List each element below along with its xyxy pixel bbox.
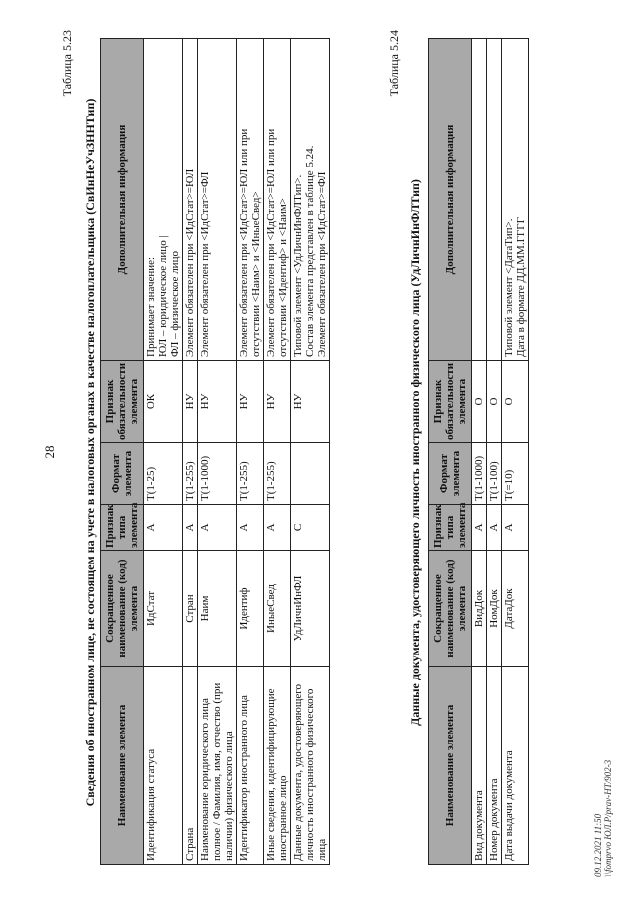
element-type-cell: A xyxy=(183,505,198,551)
element-required-cell: О xyxy=(487,361,502,443)
element-format-cell: T(1-1000) xyxy=(472,443,487,505)
element-info-cell xyxy=(264,39,291,361)
header-cell: Признак типа элемента xyxy=(429,505,472,551)
info-line: Элемент обязателен при <ИдСтат>=ЮЛ xyxy=(184,168,196,357)
element-info-cell xyxy=(183,39,198,361)
element-info-cell xyxy=(472,39,487,361)
table-row xyxy=(198,39,237,865)
footer-timestamp: 09.12.2021 11:50 xyxy=(593,813,603,877)
element-type-cell: С xyxy=(291,505,330,551)
element-format-cell: T(1-255) xyxy=(237,443,264,505)
element-name-cell: Вид документа xyxy=(472,667,487,865)
element-format-cell: T(=10) xyxy=(502,443,529,505)
element-code-cell: ИныеСвед xyxy=(264,551,291,667)
element-type-cell: A xyxy=(502,505,529,551)
header-cell: Дополнительная информация xyxy=(101,39,144,361)
element-required-cell: НУ xyxy=(264,361,291,443)
table1-header-row xyxy=(101,39,144,865)
table-row xyxy=(183,39,198,865)
element-type-cell: A xyxy=(198,505,237,551)
header-cell: Признак обязательности элемента xyxy=(101,361,144,443)
element-name-cell: Иные сведения, идентифицирующие иностранное лицо xyxy=(264,667,291,865)
info-line: Элемент обязателен при <ИдСтат>=ФЛ xyxy=(199,171,211,357)
info-line: Типовой элемент <ДатаТип>. xyxy=(503,218,515,357)
info-line: Дата в формате ДД.ММ.ГГГГ xyxy=(515,216,527,357)
element-info-cell xyxy=(237,39,264,361)
element-required-cell: НУ xyxy=(198,361,237,443)
table2-header-row xyxy=(429,39,472,865)
element-type-cell: A xyxy=(472,505,487,551)
element-name-cell: Номер документа xyxy=(487,667,502,865)
table2-title: Данные документа, удостоверяющего личность иностранного физического лица (УдЛичнИнФЛТип) xyxy=(408,179,422,726)
header-cell: Формат элемента xyxy=(101,443,144,505)
element-info-cell xyxy=(502,39,529,361)
element-type-cell: A xyxy=(237,505,264,551)
table-row xyxy=(487,39,502,865)
table-row xyxy=(237,39,264,865)
element-format-cell xyxy=(291,443,330,505)
element-required-cell: НУ xyxy=(183,361,198,443)
header-cell: Наименование элемента xyxy=(101,667,144,865)
info-line: Элемент обязателен при <ИдСтат>=ФЛ xyxy=(316,171,328,357)
info-line: Элемент обязателен при <ИдСтат>=ЮЛ или при xyxy=(238,128,250,357)
table-row xyxy=(291,39,330,865)
element-code-cell: ИдСтат xyxy=(144,551,183,667)
element-name-cell: Данные документа, удостоверяющего личность иностранного физического лица xyxy=(291,667,330,865)
table-row xyxy=(502,39,529,865)
element-required-cell: НУ xyxy=(291,361,330,443)
info-line: отсутствии <Идентиф> и <Наим> xyxy=(277,198,289,357)
table1-title: Сведения об иностранном лице, не состоящем на учете в налоговых органах в качестве налогоплательщика (СвИнНеУчЗННТип) xyxy=(83,98,97,807)
table2-caption: Таблица 5.24 xyxy=(387,30,401,97)
header-cell: Сокращенное наименование (код) элемента xyxy=(429,551,472,667)
header-cell: Признак обязательности элемента xyxy=(429,361,472,443)
element-code-cell: ДатаДок xyxy=(502,551,529,667)
header-cell: Наименование элемента xyxy=(429,667,472,865)
table-row xyxy=(264,39,291,865)
header-cell: Сокращенное наименование (код) элемента xyxy=(101,551,144,667)
info-line: ФЛ – физическое лицо xyxy=(169,251,181,357)
table-row xyxy=(472,39,487,865)
element-info-cell xyxy=(198,39,237,361)
element-info-cell xyxy=(144,39,183,361)
table2 xyxy=(428,38,529,865)
info-line: Состав элемента представлен в таблице 5.24. xyxy=(304,145,316,357)
table1-caption: Таблица 5.23 xyxy=(60,30,74,97)
element-format-cell: T(1-100) xyxy=(487,443,502,505)
info-line: отсутствии <Наим> и <ИныеСвед> xyxy=(250,191,262,357)
element-code-cell: ВидДок xyxy=(472,551,487,667)
element-name-cell: Наименование юридического лица полное / Фамилия, имя, отчество (при наличии) физического лица xyxy=(198,667,237,865)
element-required-cell: НУ xyxy=(237,361,264,443)
info-line: Типовой элемент <УдЛичнИнФЛТип>. xyxy=(292,174,304,357)
element-code-cell: УдЛичнИнФЛ xyxy=(291,551,330,667)
element-info-cell xyxy=(487,39,502,361)
element-name-cell: Идентификатор иностранного лица xyxy=(237,667,264,865)
element-required-cell: ОК xyxy=(144,361,183,443)
header-cell: Формат элемента xyxy=(429,443,472,505)
element-code-cell: Идентиф xyxy=(237,551,264,667)
element-type-cell: A xyxy=(487,505,502,551)
element-required-cell: О xyxy=(472,361,487,443)
element-name-cell: Дата выдачи документа xyxy=(502,667,529,865)
element-type-cell: A xyxy=(264,505,291,551)
element-required-cell: О xyxy=(502,361,529,443)
table-row xyxy=(144,39,183,865)
element-name-cell: Страна xyxy=(183,667,198,865)
element-code-cell: НомДок xyxy=(487,551,502,667)
page-number: 28 xyxy=(42,445,57,459)
info-line: ЮЛ – юридическое лицо | xyxy=(157,235,169,357)
info-line: Элемент обязателен при <ИдСтат>=ЮЛ или при xyxy=(265,128,277,357)
element-code-cell: Стран xyxy=(183,551,198,667)
element-format-cell: T(1-25) xyxy=(144,443,183,505)
element-type-cell: A xyxy=(144,505,183,551)
info-line: Принимает значение: xyxy=(145,256,157,357)
element-format-cell: T(1-255) xyxy=(264,443,291,505)
element-format-cell: T(1-255) xyxy=(183,443,198,505)
header-cell: Признак типа элемента xyxy=(101,505,144,551)
element-name-cell: Идентификация статуса xyxy=(144,667,183,865)
element-format-cell: T(1-1000) xyxy=(198,443,237,505)
footer-path: \\fomprvo ЮЛ.Р/prav-HT/902-3 xyxy=(603,759,613,877)
element-info-cell xyxy=(291,39,330,361)
header-cell: Дополнительная информация xyxy=(429,39,472,361)
page-footer xyxy=(593,760,613,877)
table1 xyxy=(100,38,330,865)
element-code-cell: Наим xyxy=(198,551,237,667)
